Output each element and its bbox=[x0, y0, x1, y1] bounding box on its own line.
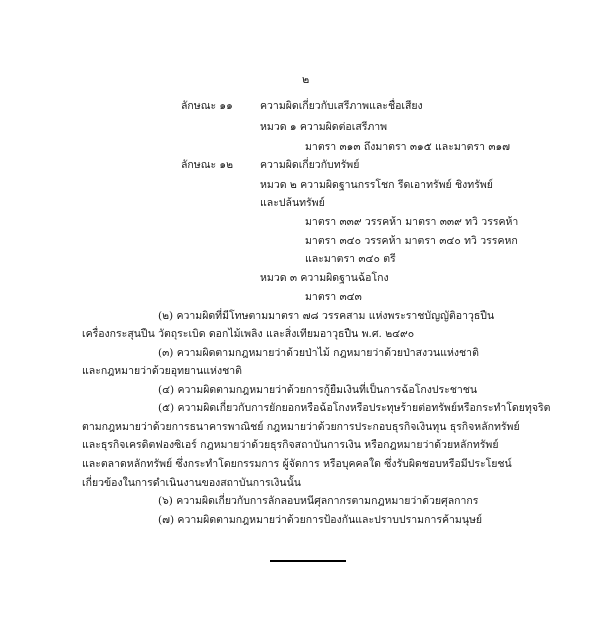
outline-section: มาตรา ๓๔๓ bbox=[305, 291, 362, 303]
paragraph-line: (๗) ความผิดตามกฎหมายว่าด้วยการป้องกันและปราบปรามการค้ามนุษย์ bbox=[158, 514, 483, 526]
paragraph-line: ตามกฎหมายว่าด้วยการธนาคารพาณิชย์ กฎหมายว่าด้วยการประกอบธุรกิจเงินทุน ธุรกิจหลักทรัพย์ bbox=[82, 421, 520, 433]
paragraph-line: เครื่องกระสุนปืน วัตถุระเบิด ดอกไม้เพลิง และสิ่งเทียมอาวุธปืน พ.ศ. ๒๔๙๐ bbox=[82, 328, 415, 340]
outline-section: มาตรา ๓๓๙ วรรคห้า มาตรา ๓๓๙ ทวิ วรรคห้า bbox=[305, 216, 519, 228]
outline-chapter: หมวด ๑ ความผิดต่อเสรีภาพ bbox=[260, 121, 388, 133]
paragraph-line: เกี่ยวข้องในการดำเนินงานของสถาบันการเงินนั้น bbox=[82, 477, 301, 489]
outline-heading: ความผิดเกี่ยวกับทรัพย์ bbox=[260, 159, 360, 171]
outline-section: และมาตรา ๓๔๐ ตรี bbox=[305, 253, 396, 265]
paragraph-line: (๓) ความผิดตามกฎหมายว่าด้วยป่าไม้ กฎหมายว่าด้วยป่าสงวนแห่งชาติ bbox=[158, 347, 479, 359]
outline-section: มาตรา ๓๔๐ วรรคห้า มาตรา ๓๔๐ ทวิ วรรคหก bbox=[305, 235, 518, 247]
paragraph-line: และตลาดหลักทรัพย์ ซึ่งกระทำโดยกรรมการ ผู้จัดการ หรือบุคคลใด ซึ่งรับผิดชอบหรือมีประโยชน์ bbox=[82, 458, 512, 470]
paragraph-line: และธุรกิจเครดิตฟองซิเอร์ กฎหมายว่าด้วยธุรกิจสถาบันการเงิน หรือกฎหมายว่าด้วยหลักทรัพย์ bbox=[82, 439, 499, 451]
outline-title-11: ลักษณะ ๑๑ bbox=[181, 100, 233, 112]
outline-chapter: หมวด ๒ ความผิดฐานกรรโชก รีดเอาทรัพย์ ชิงทรัพย์ bbox=[260, 179, 493, 191]
outline-title-12: ลักษณะ ๑๒ bbox=[181, 159, 234, 171]
outline-section: มาตรา ๓๑๓ ถึงมาตรา ๓๑๕ และมาตรา ๓๑๗ bbox=[305, 141, 511, 153]
paragraph-line: (๖) ความผิดเกี่ยวกับการลักลอบหนีศุลกากรตามกฎหมายว่าด้วยศุลกากร bbox=[158, 495, 479, 507]
page-number: ๒ bbox=[302, 73, 310, 86]
outline-chapter-cont: และปล้นทรัพย์ bbox=[260, 197, 325, 209]
paragraph-line: (๒) ความผิดที่มีโทษตามมาตรา ๗๘ วรรคสาม แห่งพระราชบัญญัติอาวุธปืน bbox=[158, 310, 495, 322]
outline-chapter: หมวด ๓ ความผิดฐานฉ้อโกง bbox=[260, 272, 389, 284]
outline-heading: ความผิดเกี่ยวกับเสรีภาพและชื่อเสียง bbox=[260, 100, 423, 112]
end-rule bbox=[270, 560, 346, 562]
paragraph-line: (๕) ความผิดเกี่ยวกับการยักยอกหรือฉ้อโกงหรือประทุษร้ายต่อทรัพย์หรือกระทำโดยทุจริต bbox=[158, 402, 551, 414]
paragraph-line: และกฎหมายว่าด้วยอุทยานแห่งชาติ bbox=[82, 365, 242, 377]
paragraph-line: (๔) ความผิดตามกฎหมายว่าด้วยการกู้ยืมเงินที่เป็นการฉ้อโกงประชาชน bbox=[158, 384, 478, 396]
